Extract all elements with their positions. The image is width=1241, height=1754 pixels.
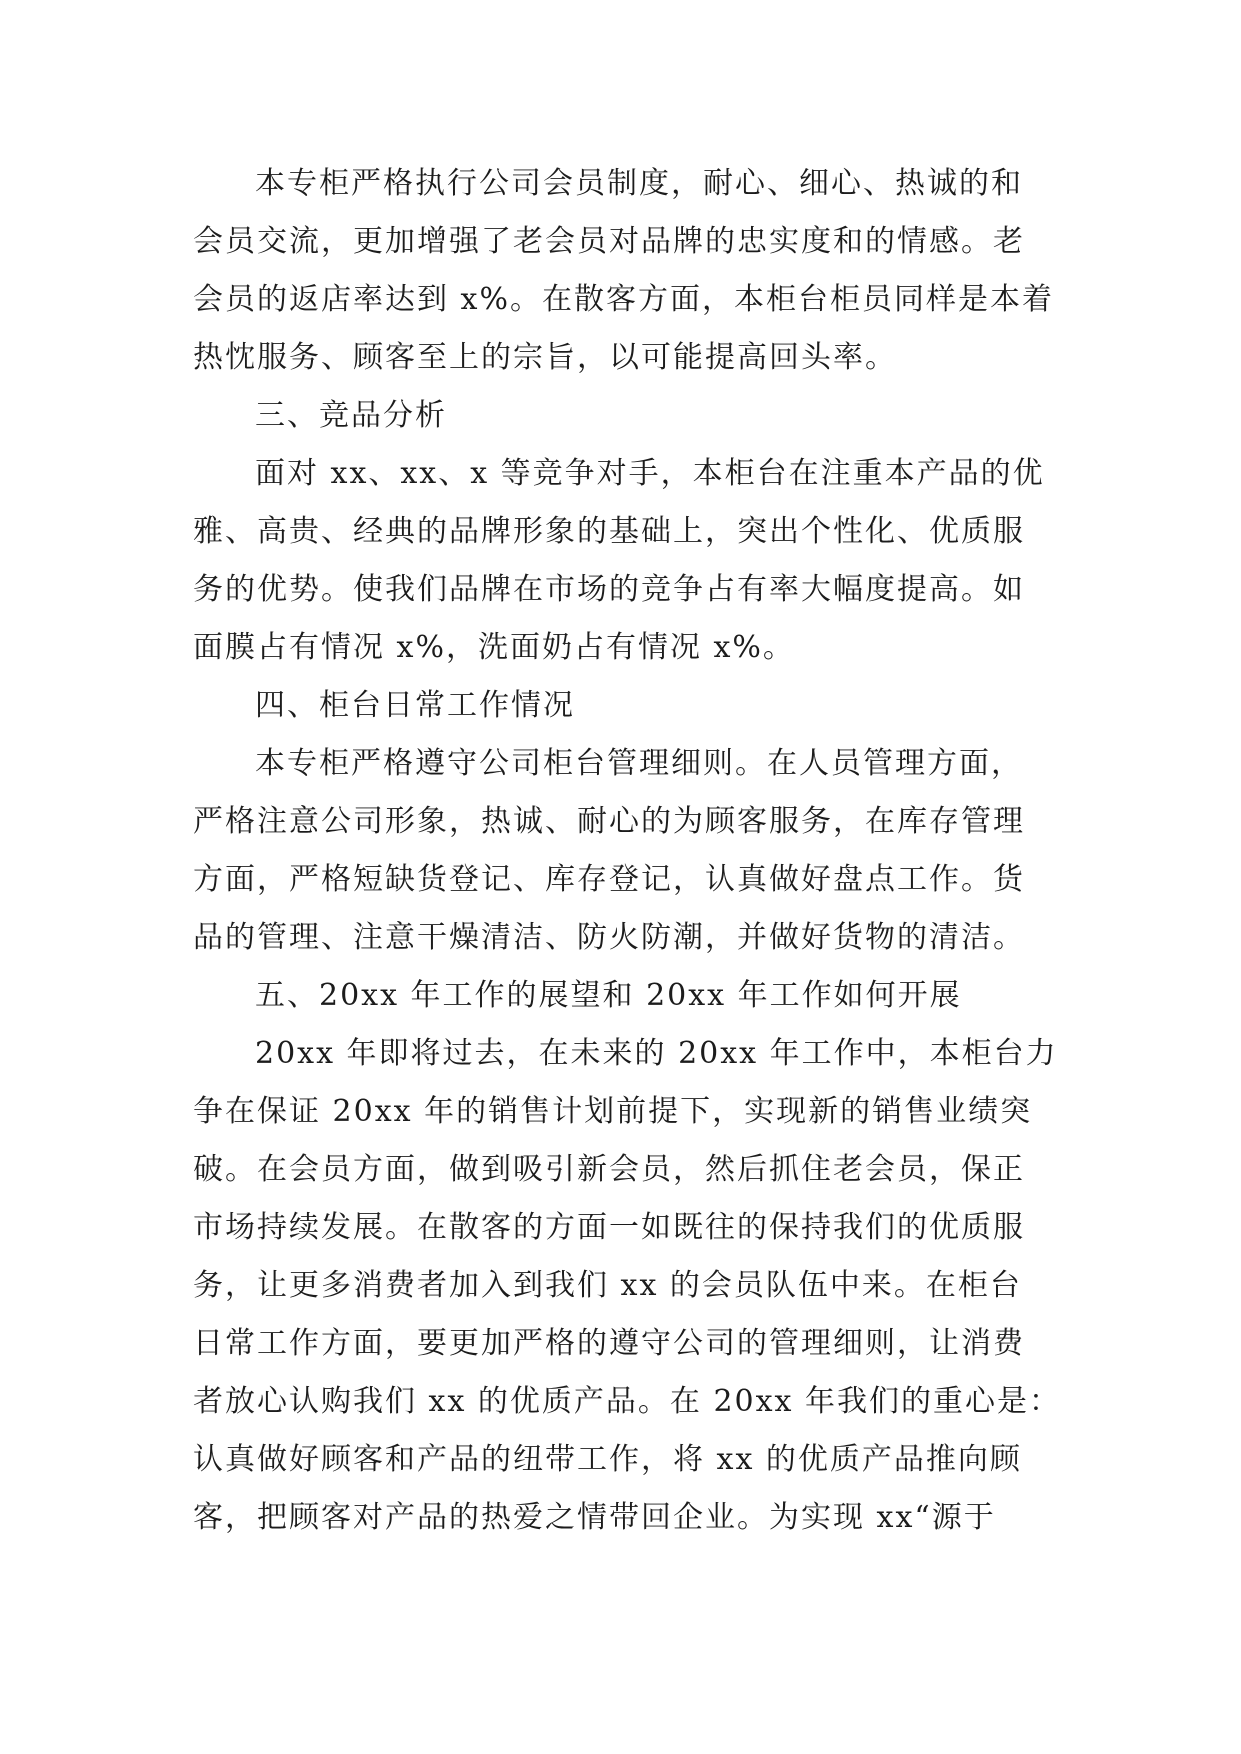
- paragraph-line: 客，把顾客对产品的热爱之情带回企业。为实现 xx“源于: [193, 1500, 996, 1535]
- paragraph-line: 品的管理、注意干燥清洁、防火防潮，并做好货物的清洁。: [193, 920, 1025, 955]
- paragraph-line: 方面，严格短缺货登记、库存登记，认真做好盘点工作。货: [193, 862, 1025, 897]
- paragraph-line: 热忱服务、顾客至上的宗旨，以可能提高回头率。: [193, 340, 897, 375]
- section-heading: 五、20xx 年工作的展望和 20xx 年工作如何开展: [255, 978, 962, 1013]
- paragraph-line: 本专柜严格遵守公司柜台管理细则。在人员管理方面，: [255, 746, 1023, 781]
- paragraph-line: 务，让更多消费者加入到我们 xx 的会员队伍中来。在柜台: [193, 1268, 1022, 1303]
- paragraph-line: 破。在会员方面，做到吸引新会员，然后抓住老会员，保正: [193, 1152, 1025, 1187]
- paragraph-line: 20xx 年即将过去，在未来的 20xx 年工作中，本柜台力: [255, 1036, 1058, 1071]
- paragraph-line: 会员交流，更加增强了老会员对品牌的忠实度和的情感。老: [193, 224, 1025, 259]
- section-heading: 四、柜台日常工作情况: [255, 688, 575, 723]
- paragraph-line: 市场持续发展。在散客的方面一如既往的保持我们的优质服: [193, 1210, 1025, 1245]
- paragraph-line: 认真做好顾客和产品的纽带工作，将 xx 的优质产品推向顾: [193, 1442, 1022, 1477]
- paragraph-line: 面膜占有情况 x%，洗面奶占有情况 x%。: [193, 630, 795, 665]
- paragraph-line: 雅、高贵、经典的品牌形象的基础上，突出个性化、优质服: [193, 514, 1025, 549]
- paragraph-line: 会员的返店率达到 x%。在散客方面，本柜台柜员同样是本着: [193, 282, 1054, 317]
- paragraph-line: 面对 xx、xx、x 等竞争对手，本柜台在注重本产品的优: [255, 456, 1045, 491]
- section-heading: 三、竞品分析: [255, 398, 447, 433]
- paragraph-line: 严格注意公司形象，热诚、耐心的为顾客服务，在库存管理: [193, 804, 1025, 839]
- paragraph-line: 务的优势。使我们品牌在市场的竞争占有率大幅度提高。如: [193, 572, 1025, 607]
- paragraph-line: 争在保证 20xx 年的销售计划前提下，实现新的销售业绩突: [193, 1094, 1033, 1129]
- paragraph-line: 者放心认购我们 xx 的优质产品。在 20xx 年我们的重心是：: [193, 1384, 1061, 1419]
- paragraph-line: 日常工作方面，要更加严格的遵守公司的管理细则，让消费: [193, 1326, 1025, 1361]
- paragraph-line: 本专柜严格执行公司会员制度，耐心、细心、热诚的和: [255, 166, 1023, 201]
